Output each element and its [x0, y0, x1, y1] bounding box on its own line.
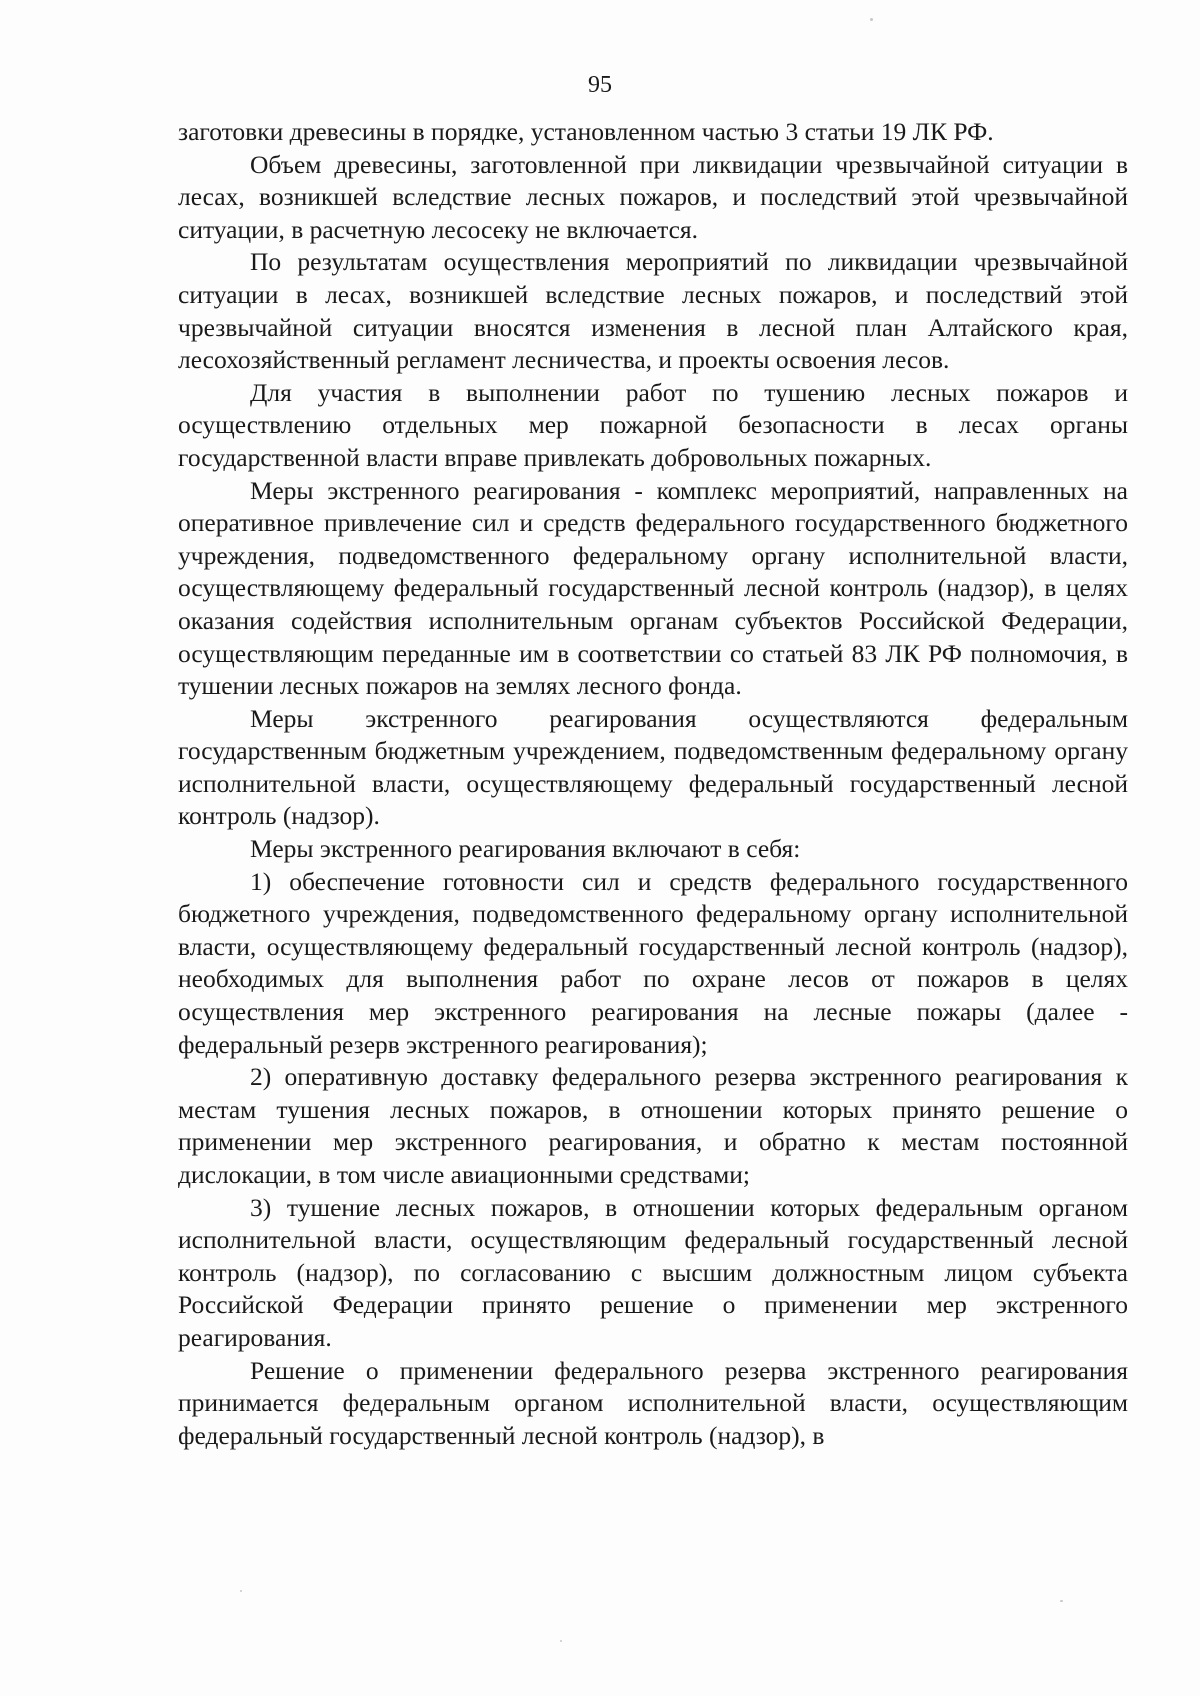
scan-speck: [560, 1640, 562, 1642]
document-body: [178, 116, 1128, 1452]
scan-speck: [240, 1590, 242, 1592]
list-item: 3) тушение лесных пожаров, в отношении которых федеральным органом исполнительной власти, осуществляющим федеральный государственный лесной контроль (надзор), по согласованию с высшим должностным лицом субъекта Российской Федерации принято решение о применении мер экстренного реагирования.: [178, 1192, 1128, 1352]
paragraph: По результатам осуществления мероприятий по ликвидации чрезвычайной ситуации в лесах, возникшей вследствие лесных пожаров, и последствий этой чрезвычайной ситуации вносятся изменения в лесной план Алтайского края, лесохозяйственный регламент лесничества, и проекты освоения лесов.: [178, 247, 1128, 375]
paragraph: Объем древесины, заготовленной при ликвидации чрезвычайной ситуации в лесах, возникшей вследствие лесных пожаров, и последствий этой чрезвычайной ситуации, в расчетную лесосеку не включается.: [178, 149, 1128, 244]
scan-speck: [1060, 1600, 1063, 1602]
paragraph: Для участия в выполнении работ по тушению лесных пожаров и осуществлению отдельных мер пожарной безопасности в лесах органы государственной власти вправе привлекать добровольных пожарных.: [178, 377, 1128, 472]
page-number: 95: [588, 72, 612, 98]
paragraph-continuation: заготовки древесины в порядке, установленном частью 3 статьи 19 ЛК РФ.: [178, 117, 994, 146]
list-item: 2) оперативную доставку федерального резерва экстренного реагирования к местам тушения лесных пожаров, в отношении которых принято решение о применении мер экстренного реагирования, и обратно к местам постоянной дислокации, в том числе авиационными средствами;: [178, 1062, 1128, 1189]
paragraph: Решение о применении федерального резерва экстренного реагирования принимается федеральным органом исполнительной власти, осуществляющим федеральный государственный лесной контроль (надзор), в: [178, 1355, 1128, 1450]
paragraph: Меры экстренного реагирования включают в себя:: [250, 834, 801, 864]
scan-speck: [870, 18, 873, 21]
paragraph: Меры экстренного реагирования - комплекс мероприятий, направленных на оперативное привлечение сил и средств федерального государственного бюджетного учреждения, подведомственного федеральному органу исполнительной власти, осуществляющему федеральный государственный лесной контроль (надзор), в целях оказания содействия исполнительным органам субъектов Российской Федерации, осуществляющим переданные им в соответствии со статьей 83 ЛК РФ полномочия, в тушении лесных пожаров на землях лесного фонда.: [178, 475, 1128, 701]
paragraph: Меры экстренного реагирования осуществляются федеральным государственным бюджетным учреждением, подведомственным федеральному органу исполнительной власти, осуществляющему федеральный государственный лесной контроль (надзор).: [178, 703, 1128, 831]
list-item: 1) обеспечение готовности сил и средств федерального государственного бюджетного учреждения, подведомственного федеральному органу исполнительной власти, осуществляющему федеральный государственный лесной контроль (надзор), необходимых для выполнения работ по охране лесов от пожаров в целях осуществления мер экстренного реагирования на лесные пожары (далее - федеральный резерв экстренного реагирования);: [178, 866, 1128, 1059]
